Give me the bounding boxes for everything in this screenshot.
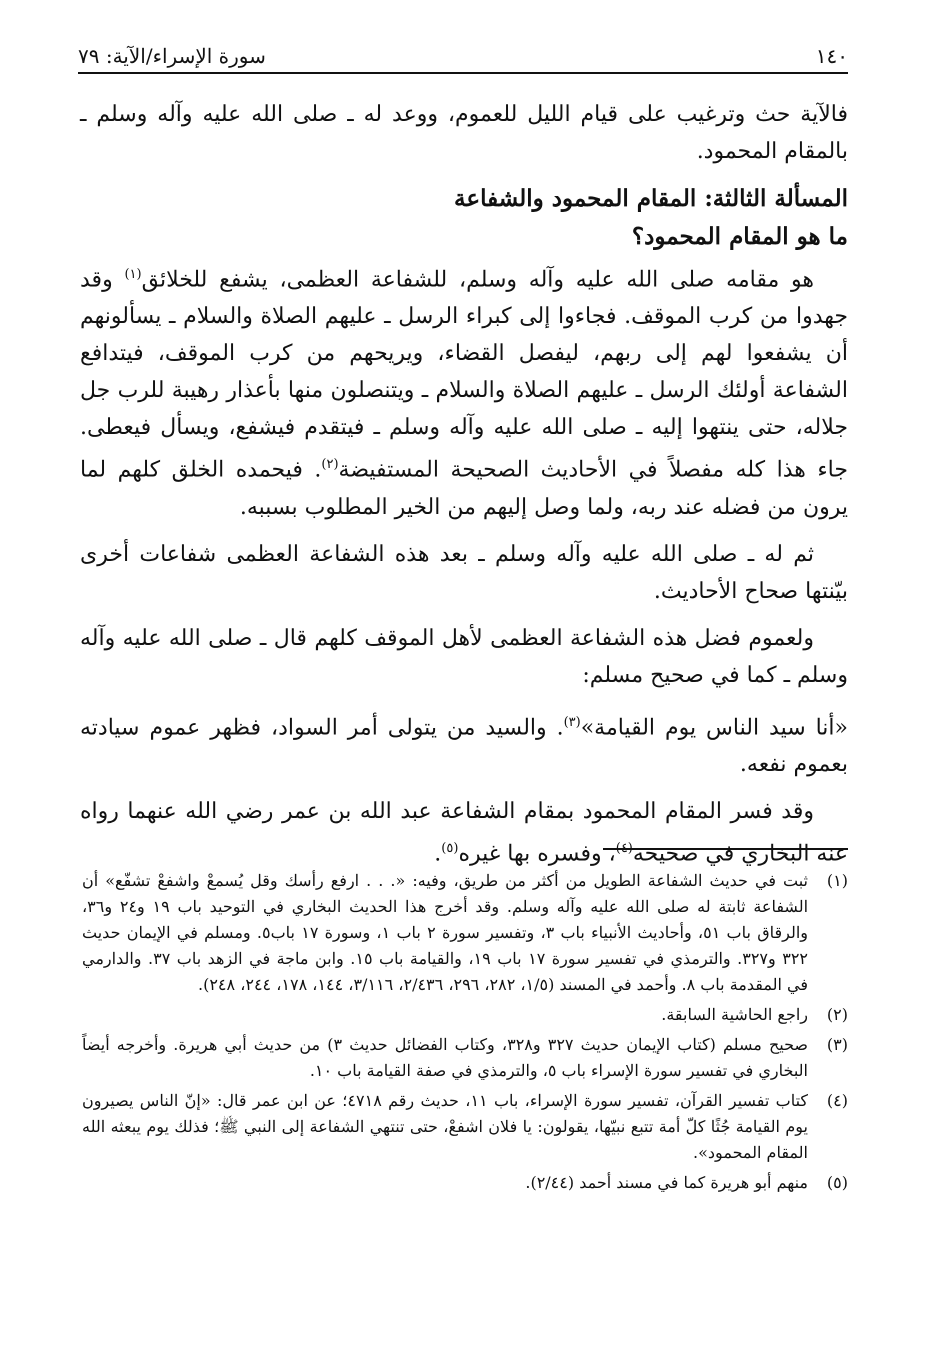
footnote-text: منهم أبو هريرة كما في مسند أحمد (٢/٤٤). [525,1173,808,1192]
footnotes [82,868,848,1200]
paragraph-2-text-b: وقد جهدوا من كرب الموقف. فجاءوا إلى كبراء الرسل ـ عليهم الصلاة والسلام ـ يسألونهم أن يشفعوا لهم إلى ربهم، ليفصل القضاء، ويريحهم من كرب الموقف، فيتدافع الشفاعة أولئك الرسل ـ عليهم الصلاة والسلام ـ ويتنصلون منها بأعذار رهيبة للرب جل جلاله، حتى ينتهوا إليه ـ صلى الله عليه وآله وسلم ـ فيتقدم فيشفع، ويسأل فيعطى. جاء هذا كله مفصلاً في الأحاديث الصحيحة المستفيضة [80,267,848,483]
section-heading: المسألة الثالثة: المقام المحمود والشفاعة [454,185,848,212]
footnote-number: (٢) [826,1005,848,1024]
paragraph-6-text-a: وقد فسر المقام المحمود بمقام الشفاعة عبد الله بن عمر رضي الله عنهما رواه عنه البخاري في صحيحه [80,798,848,867]
footnote-ref-1[interactable]: (١) [124,267,142,282]
footnote-rule [603,848,848,850]
paragraph-3: ثم له ـ صلى الله عليه وآله وسلم ـ بعد هذه الشفاعة العظمى شفاعات أخرى بيّنتها صحاح الأحاديث. [80,541,848,604]
paragraph-2-text-c: . فيحمده الخلق كلهم لما يرون من فضله عند ربه، ولما وصل إليهم من الخير المطلوب بسببه. [80,457,848,520]
page-number: ١٤٠ [815,44,848,68]
paragraph-5 [80,704,848,783]
footnote [82,868,848,998]
header-rule [78,72,848,74]
page-header [78,28,848,68]
footnote [82,1032,848,1084]
paragraph-6-text-c: . [434,841,442,867]
paragraph-6-text-b: ، وفسره بها غيره [458,841,616,867]
main-text [80,96,848,882]
running-title: سورة الإسراء/الآية: ٧٩ [78,44,266,68]
footnote-ref-3[interactable]: (٣) [563,714,581,730]
footnote-number: (٣) [826,1035,848,1054]
footnote-text: كتاب تفسير القرآن، تفسير سورة الإسراء، باب ١١، حديث رقم ٤٧١٨؛ عن ابن عمر قال: «إنّ الناس يصيرون يوم القيامة جُثًا كلّ أمة تتبع نبيّها، يقولون: يا فلان اشفعْ، حتى تنتهي الشفاعة إلى النبي ﷺ؛ فذلك يوم يبعثه الله المقام المحمود». [82,1091,809,1162]
paragraph-4: ولعموم فضل هذه الشفاعة العظمى لأهل الموقف كلهم قال ـ صلى الله عليه وآله وسلم ـ كما في صحيح مسلم: [80,625,848,688]
footnote-text: راجع الحاشية السابقة. [661,1005,808,1024]
footnote-number: (٥) [826,1173,848,1192]
footnote-text: صحيح مسلم (كتاب الإيمان حديث ٣٢٧ و٣٢٨، وكتاب الفضائل حديث ٣) من حديث أبي هريرة. وأخرجه أيضاً البخاري في تفسير سورة الإسراء باب ٥، والترمذي في صفة القيامة باب ١٠. [82,1035,809,1080]
paragraph-5-text: . والسيد من يتولى أمر السواد، فظهر عموم سيادته بعموم نفعه. [80,714,848,777]
paragraph-2 [80,256,848,526]
paragraph-1: فالآية حث وترغيب على قيام الليل للعموم، ووعد له ـ صلى الله عليه وآله وسلم ـ بالمقام المحمود. [80,102,848,164]
footnote [82,1170,848,1196]
footnote-number: (١) [826,871,848,890]
footnote [82,1002,848,1028]
question-heading: ما هو المقام المحمود؟ [631,223,848,250]
footnote-ref-5[interactable]: (٥) [441,840,459,856]
footnote-text: ثبت في حديث الشفاعة الطويل من أكثر من طريق، وفيه: «. . . ارفع رأسك وقل يُسمعْ واشفعْ تشفّع» أن الشفاعة ثابتة له صلى الله عليه وآله وسلم. وقد أخرج هذا الحديث البخاري في التوحيد باب ١٩ و٢٤ و٣٦، والرقاق باب ٥١، وأحاديث الأنبياء باب ٣، وتفسير سورة ٢ باب ١، وسورة ١٧ باب٥. ومسلم في الإيمان حديث ٣٢٢ و٣٢٧. والترمذي في تفسير سورة ١٧ باب ١٩، والقيامة باب ١٥. وابن ماجة في الزهد باب ٣٧. والدارمي في المقدمة باب ٨. وأحمد في المسند (١/٥، ٢٨٢، ٢٩٦، ٢/٤٣٦، ٣/١١٦، ١٤٤، ١٧٨، ٢٤٤، ٢٤٨). [82,871,809,994]
footnote [82,1088,848,1166]
paragraph-2-text-a: هو مقامه صلى الله عليه وآله وسلم، للشفاعة العظمى، يشفع للخلائق [141,267,814,293]
paragraph-6 [80,793,848,872]
footnote-number: (٤) [826,1091,848,1110]
footnote-ref-4[interactable]: (٤) [615,840,633,856]
hadith-quote: «أنا سيد الناس يوم القيامة» [580,714,848,740]
footnote-ref-2[interactable]: (٢) [321,457,339,473]
